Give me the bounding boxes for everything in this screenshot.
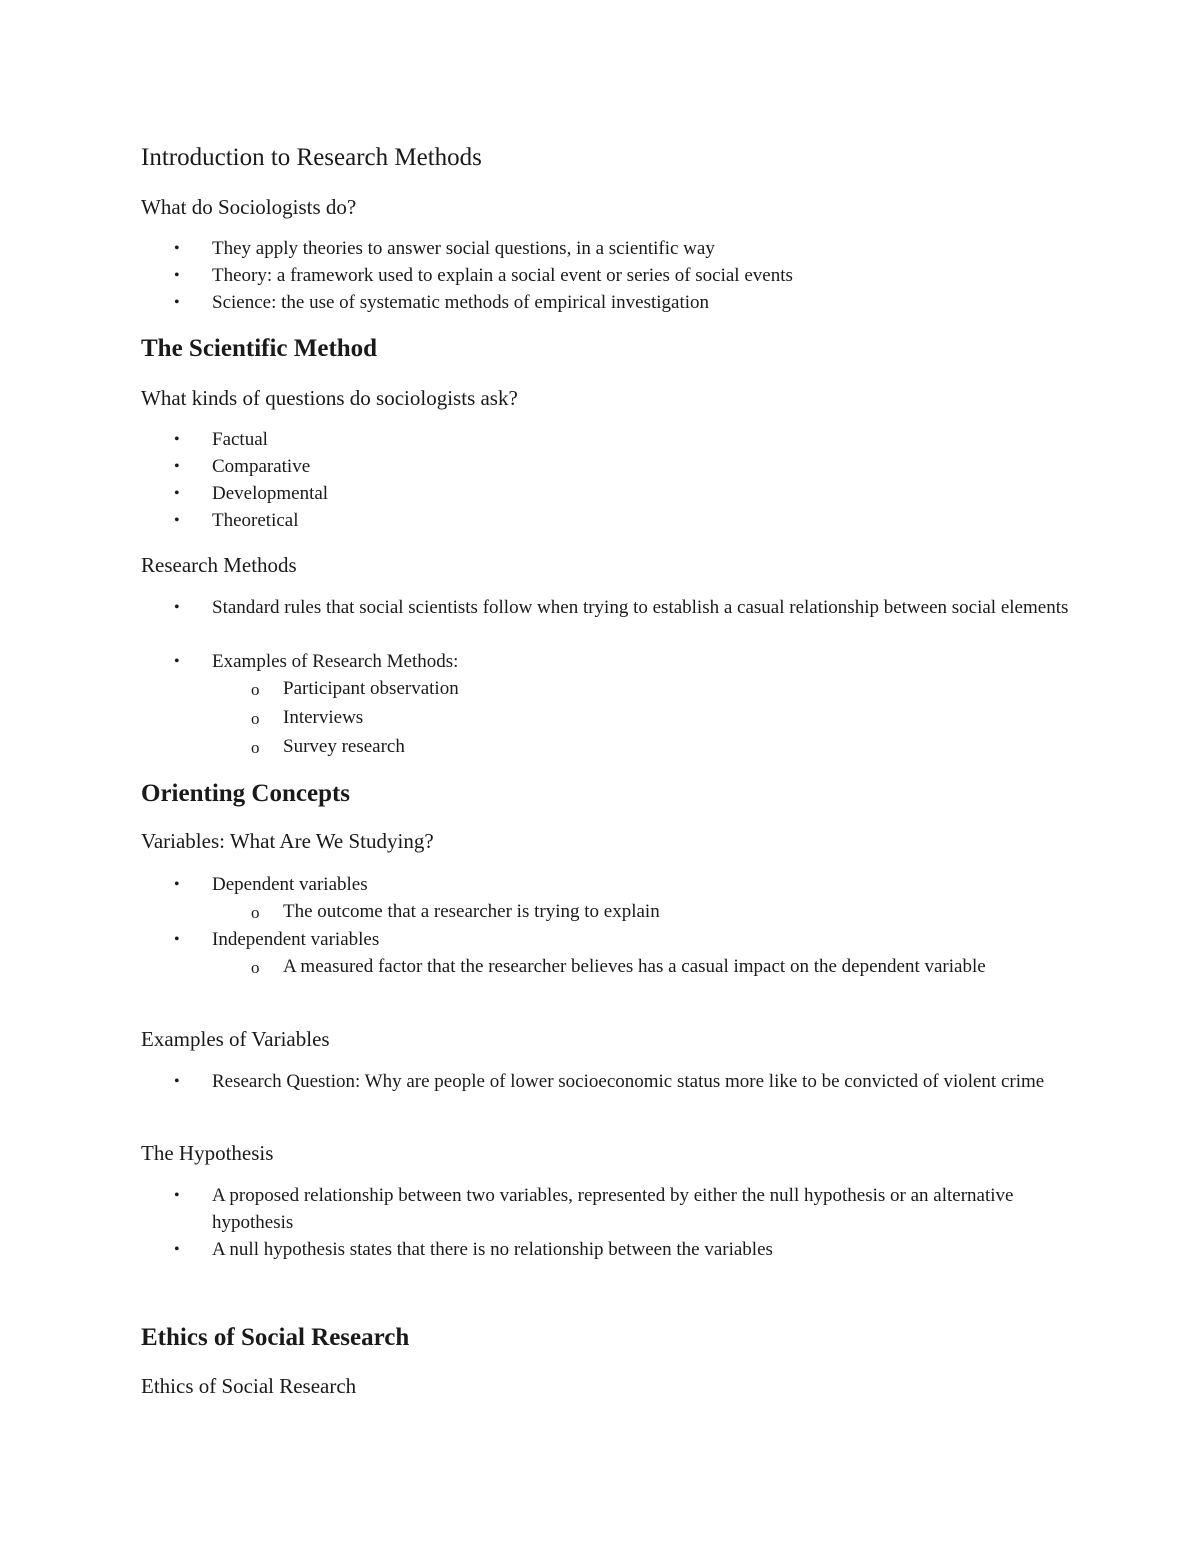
bullet-icon: • — [174, 512, 180, 529]
bullet-icon: • — [174, 931, 180, 948]
bullet-icon: • — [174, 653, 180, 670]
list-item: • Independent variables — [212, 926, 1072, 953]
list-item: • Dependent variables — [212, 871, 1072, 898]
bullet-icon: • — [174, 240, 180, 257]
bullet-icon: • — [174, 294, 180, 311]
sub-bullet-icon: o — [251, 680, 260, 699]
sub-bullet-icon: o — [251, 903, 260, 922]
research-methods-heading: Research Methods — [141, 553, 297, 577]
ethics-subheading: Ethics of Social Research — [141, 1374, 357, 1398]
list-item: • Examples of Research Methods: — [212, 648, 1072, 675]
bullet-icon: • — [174, 1241, 180, 1258]
hypothesis-heading: The Hypothesis — [141, 1141, 274, 1165]
bullet-icon: • — [174, 485, 180, 502]
bullet-icon: • — [174, 458, 180, 475]
scientific-method-question: What kinds of questions do sociologists ask? — [141, 386, 518, 410]
sub-bullet-icon: o — [251, 738, 260, 757]
sub-list-item: o Interviews — [283, 704, 1073, 731]
scientific-method-title: The Scientific Method — [141, 335, 378, 362]
bullet-icon: • — [174, 431, 180, 448]
sub-list-item: o The outcome that a researcher is trying to explain — [283, 898, 1073, 925]
list-item: • Theory: a framework used to explain a social event or series of social events — [212, 262, 1072, 289]
sub-bullet-icon: o — [251, 709, 260, 728]
bullet-icon: • — [174, 1073, 180, 1090]
sub-list-item: o Survey research — [283, 733, 1073, 760]
sub-bullet-icon: o — [251, 958, 260, 977]
list-item: • Research Question: Why are people of lower socioeconomic status more like to be convicted of violent crime — [212, 1068, 1072, 1095]
orienting-question: Variables: What Are We Studying? — [141, 829, 434, 853]
bullet-icon: • — [174, 1187, 180, 1204]
intro-title: Introduction to Research Methods — [141, 144, 482, 171]
ethics-title: Ethics of Social Research — [141, 1324, 410, 1351]
bullet-icon: • — [174, 876, 180, 893]
orienting-concepts-title: Orienting Concepts — [141, 780, 351, 807]
bullet-icon: • — [174, 267, 180, 284]
list-item: • A proposed relationship between two variables, represented by either the null hypothesis or an alternative hypothesis — [212, 1182, 1072, 1236]
bullet-icon: • — [174, 599, 180, 616]
list-item: • Science: the use of systematic methods of empirical investigation — [212, 289, 1072, 316]
list-item: • Factual — [212, 426, 1072, 453]
list-item: • Theoretical — [212, 507, 1072, 534]
list-item: • They apply theories to answer social questions, in a scientific way — [212, 235, 1072, 262]
list-item: • Comparative — [212, 453, 1072, 480]
list-item: • Standard rules that social scientists follow when trying to establish a casual relationship between social elements — [212, 594, 1072, 621]
list-item: • Developmental — [212, 480, 1072, 507]
intro-question: What do Sociologists do? — [141, 195, 357, 219]
list-item: • A null hypothesis states that there is no relationship between the variables — [212, 1236, 1072, 1263]
examples-of-variables-heading: Examples of Variables — [141, 1027, 330, 1051]
sub-list-item: o Participant observation — [283, 675, 1073, 702]
sub-list-item: o A measured factor that the researcher believes has a casual impact on the dependent variable — [283, 953, 1073, 980]
